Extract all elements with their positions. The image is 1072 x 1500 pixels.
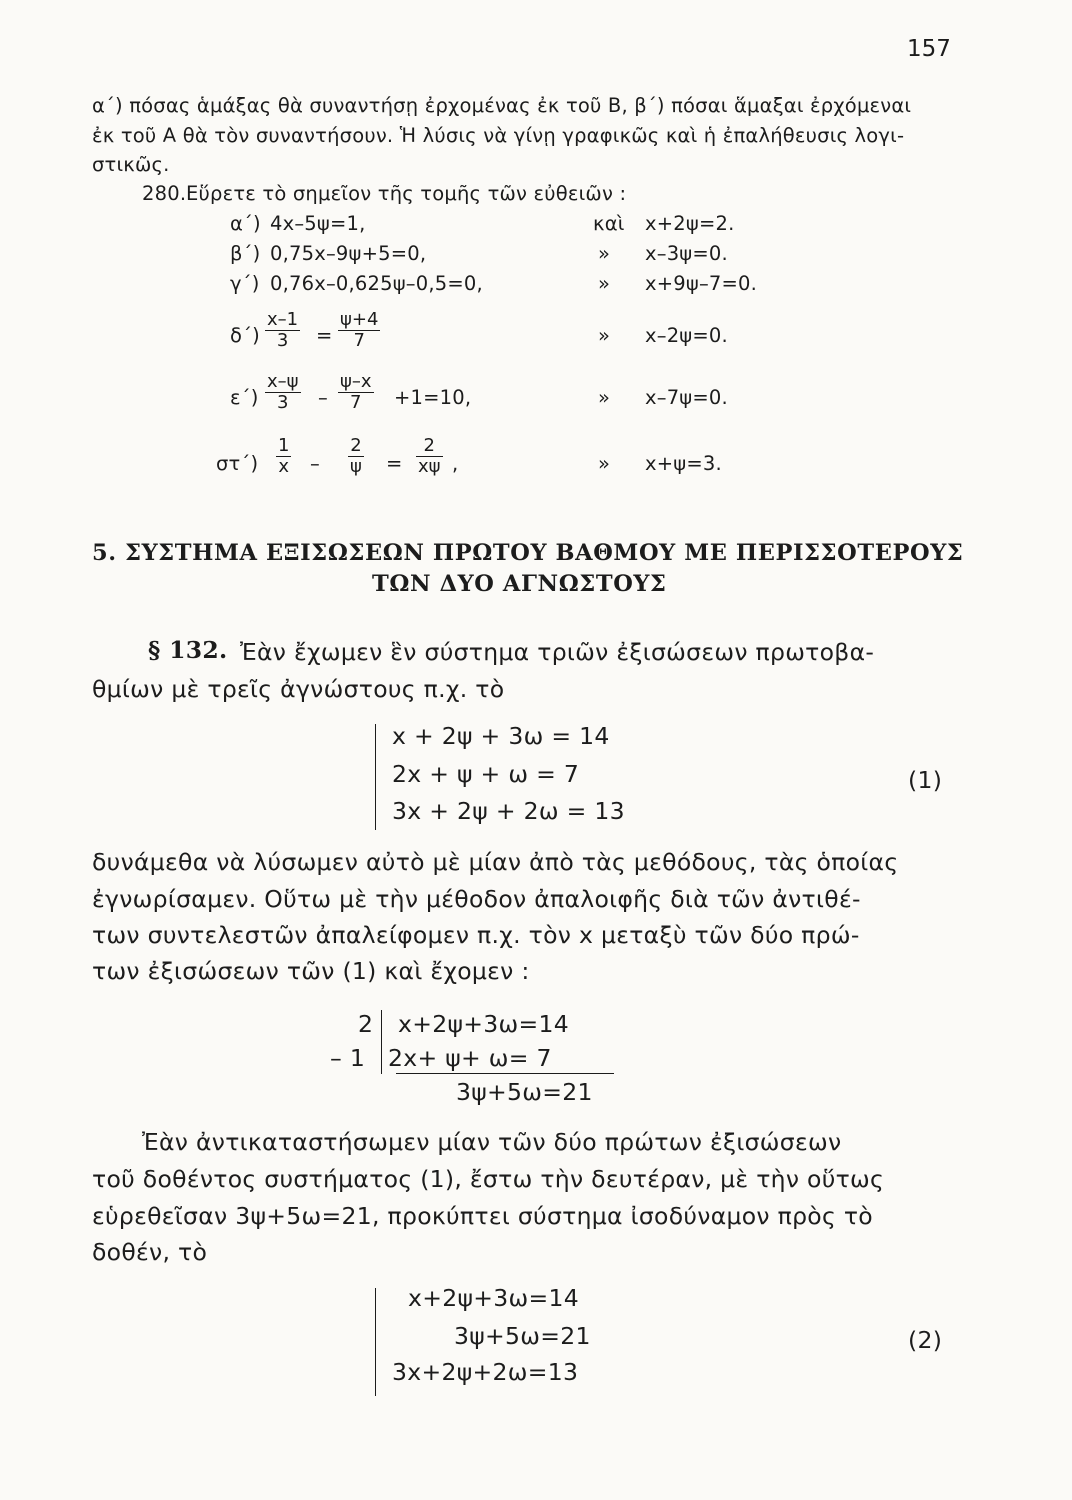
fraction <box>348 436 364 477</box>
fraction <box>338 372 374 413</box>
elimination-multiplier-1: 2 <box>358 1010 374 1038</box>
ditto-mark: » <box>598 324 611 347</box>
system2-eq2: 3ψ+5ω=21 <box>454 1322 591 1350</box>
system2-eq3: 3x+2ψ+2ω=13 <box>392 1358 579 1386</box>
intro-line-3: στικῶς. <box>92 153 170 176</box>
exercise-c-second: x+9ψ–7=0. <box>645 272 758 295</box>
equals-sign: = <box>386 452 403 475</box>
fraction <box>276 436 291 477</box>
body2-line-1: Ἐὰν ἀντικαταστήσωμεν μίαν τῶν δύο πρώτων ἐξισώσεων <box>142 1128 842 1156</box>
intro-line-1: α΄) πόσας ἁμάξας θὰ συναντήσῃ ἐρχομένας ἐκ τοῦ Β, β΄) πόσαι ἅμαξαι ἐρχόμεναι <box>92 94 912 117</box>
fraction-denominator: 3 <box>276 330 289 351</box>
paragraph-132-line-2: θμίων μὲ τρεῖς ἀγνώστους π.χ. τὸ <box>92 675 505 703</box>
body1-line-2: ἐγνωρίσαμεν. Οὕτω μὲ τὴν μέθοδον ἀπαλοιφῆς διὰ τῶν ἀντιθέ- <box>92 885 861 913</box>
system1-tag: (1) <box>908 766 943 794</box>
ditto-mark: » <box>598 386 611 409</box>
fraction <box>338 310 380 351</box>
ditto-mark: » <box>598 452 611 475</box>
fraction-numerator: 1 <box>278 435 290 456</box>
elimination-row-2: 2x+ ψ+ ω= 7 <box>388 1044 552 1072</box>
exercise-b-label: β΄) <box>230 242 261 265</box>
exercise-number: 280. <box>142 182 187 205</box>
minus-sign: – <box>318 386 328 409</box>
equals-sign: = <box>316 324 333 347</box>
exercise-b-first: 0,75x–9ψ+5=0, <box>270 242 427 265</box>
exercise-e-second: x–7ψ=0. <box>645 386 728 409</box>
exercise-e-tail: +1=10, <box>394 386 472 409</box>
exercise-a-label: α΄) <box>230 212 261 235</box>
fraction-denominator: xψ <box>418 456 441 477</box>
elimination-result: 3ψ+5ω=21 <box>456 1078 593 1106</box>
fraction-numerator: 2 <box>416 436 443 457</box>
exercise-f-second: x+ψ=3. <box>645 452 722 475</box>
system2-eq1: x+2ψ+3ω=14 <box>408 1284 579 1312</box>
elimination-multiplier-2: – 1 <box>330 1044 366 1072</box>
intro-line-2: ἐκ τοῦ Α θὰ τὸν συναντήσουν. Ἡ λύσις νὰ γίνῃ γραφικῶς καὶ ἡ ἐπαλήθευσις λογι- <box>92 124 905 147</box>
fraction-denominator: ψ <box>350 456 362 477</box>
paragraph-132-line-1: Ἐὰν ἔχωμεν ἓν σύστημα τριῶν ἐξισώσεων πρωτοβα- <box>240 638 875 666</box>
ditto-mark: » <box>598 272 611 295</box>
section-title-line-1: 5. ΣΥΣΤΗΜΑ ΕΞΙΣΩΣΕΩΝ ΠΡΩΤΟΥ ΒΑΘΜΟΥ ΜΕ ΠΕΡΙΣΣΟΤΕΡΟΥΣ <box>92 540 964 566</box>
fraction-denominator: x <box>278 456 290 477</box>
system1-eq3: 3x + 2ψ + 2ω = 13 <box>392 797 625 825</box>
body1-line-3: των συντελεστῶν ἀπαλείφομεν π.χ. τὸν x μεταξὺ τῶν δύο πρώ- <box>92 921 860 949</box>
system2-tag: (2) <box>908 1326 943 1354</box>
elimination-sum-line <box>396 1073 614 1074</box>
fraction-numerator: x–1 <box>267 309 299 330</box>
exercise-prompt: Εὕρετε τὸ σημεῖον τῆς τομῆς τῶν εὐθειῶν : <box>186 182 627 205</box>
exercise-a-first: 4x–5ψ=1, <box>270 212 366 235</box>
system1-eq1: x + 2ψ + 3ω = 14 <box>392 722 610 750</box>
minus-sign: – <box>310 452 320 475</box>
fraction <box>265 372 301 413</box>
ditto-mark: » <box>598 242 611 265</box>
paragraph-sign: § 132. <box>148 636 228 664</box>
body2-line-3: εὑρεθεῖσαν 3ψ+5ω=21, προκύπτει σύστημα ἰσοδύναμον πρὸς τὸ <box>92 1202 873 1230</box>
fraction-numerator: 2 <box>348 436 364 457</box>
exercise-b-second: x–3ψ=0. <box>645 242 728 265</box>
section-title-line-2: ΤΩΝ ΔΥΟ ΑΓΝΩΣΤΟΥΣ <box>372 571 667 597</box>
fraction-numerator: x–ψ <box>267 371 299 392</box>
elimination-row-1: x+2ψ+3ω=14 <box>398 1010 569 1038</box>
exercise-c-label: γ΄) <box>230 272 260 295</box>
system-brace <box>375 1288 376 1396</box>
elimination-divider <box>381 1010 382 1074</box>
system-brace <box>375 724 376 830</box>
exercise-d-second: x–2ψ=0. <box>645 324 728 347</box>
fraction <box>265 310 300 351</box>
exercise-d-label: δ΄) <box>230 324 260 347</box>
exercise-f-label: στ΄) <box>216 452 259 475</box>
body1-line-4: των ἐξισώσεων τῶν (1) καὶ ἔχομεν : <box>92 957 530 985</box>
exercise-kai: καὶ <box>593 212 625 235</box>
exercise-a-second: x+2ψ=2. <box>645 212 735 235</box>
system1-eq2: 2x + ψ + ω = 7 <box>392 760 580 788</box>
fraction <box>416 436 443 477</box>
fraction-denominator: 3 <box>277 392 289 413</box>
exercise-e-label: ε΄) <box>230 386 259 409</box>
body2-line-2: τοῦ δοθέντος συστήματος (1), ἔστω τὴν δευτέραν, μὲ τὴν οὕτως <box>92 1165 885 1193</box>
comma: , <box>452 452 459 475</box>
page-number: 157 <box>907 36 951 62</box>
body2-line-4: δοθέν, τὸ <box>92 1238 208 1266</box>
body1-line-1: δυνάμεθα νὰ λύσωμεν αὐτὸ μὲ μίαν ἀπὸ τὰς μεθόδους, τὰς ὁποίας <box>92 848 899 876</box>
fraction-numerator: ψ–x <box>340 371 372 392</box>
exercise-c-first: 0,76x–0,625ψ–0,5=0, <box>270 272 483 295</box>
fraction-denominator: 7 <box>350 392 362 413</box>
fraction-denominator: 7 <box>353 330 365 351</box>
fraction-numerator: ψ+4 <box>340 309 379 330</box>
